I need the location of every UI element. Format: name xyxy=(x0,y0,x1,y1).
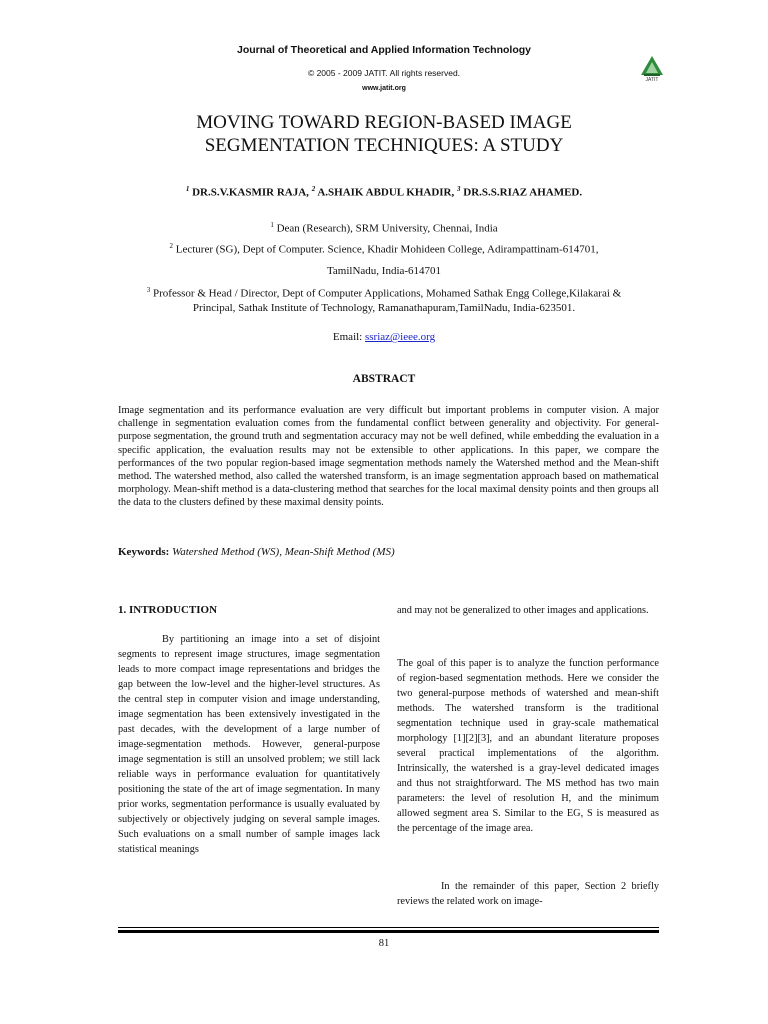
intro-paragraph-2: The goal of this paper is to analyze the function performance of region-based segmentation methods. Here we consider the two general-purpose methods of watershed and mean-shift methods. The watershed transform is the traditional segmentation technique used in gray-scale mathematical morphology [1][2][3], and an abundant literature proposes several practical implementations of the algorithm. Intrinsically, the watershed is a gray-level dedicated images and thus not straightforward. The MS method has two main parameters: the level of resolution H, and the minimum allowed segment area S. Similar to the EG, S is measured as the percentage of the image area. xyxy=(397,658,659,834)
page-number: 81 xyxy=(378,938,390,949)
affiliation-3-continued: Principal, Sathak Institute of Technology, Ramanathapuram,TamilNadu, India-623501. xyxy=(192,302,576,314)
keywords-text: Watershed Method (WS), Mean-Shift Method (MS) xyxy=(169,546,395,558)
email-label: Email: xyxy=(332,331,365,343)
affiliation-1-marker: 1 xyxy=(270,221,274,229)
affiliation-3-marker: 3 xyxy=(146,286,151,294)
contact-email xyxy=(0,331,768,343)
intro-paragraph-1-continued: and may not be generalized to other images and applications. xyxy=(397,605,649,616)
keywords xyxy=(118,546,395,558)
affiliation-3 xyxy=(0,286,768,300)
author-1-marker: 1 xyxy=(185,185,190,193)
affiliation-1-text: Dean (Research), SRM University, Chennai, India xyxy=(273,222,498,235)
journal-name: Journal of Theoretical and Applied Information Technology xyxy=(236,44,531,56)
intro-paragraph-3: In the remainder of this paper, Section 2 briefly reviews the related work on image- xyxy=(397,881,659,907)
logo-caption: JATIT xyxy=(645,77,659,83)
copyright-notice: © 2005 - 2009 JATIT. All rights reserved. xyxy=(307,68,461,78)
author-2: A.SHAIK ABDUL KHADIR, xyxy=(315,186,457,199)
author-3-marker: 3 xyxy=(457,185,461,193)
affiliation-2 xyxy=(0,242,768,256)
footer-divider-thick xyxy=(118,930,659,933)
keywords-label: Keywords: xyxy=(118,546,170,558)
footer-divider-thin xyxy=(118,927,659,928)
intro-paragraph-1: By partitioning an image into a set of disjoint segments to represent image structures, image segmentation leads to more compact image representations and bridges the gap between the low-level and the higher-level structures. As the central step in computer vision and image understanding, image segmentation has been extensively investigated in the past decades, with the development of a large number of image-segmentation methods. However, general-purpose image segmentation is still an unsolved problem; we still lack reliable ways in performance evaluation for quantitatively positioning the state of the art of image segmentation. In many prior works, segmentation performance is usually evaluated by subjectively or objectively judging on several sample images. Such evaluations on a small number of sample images lack statistical meanings xyxy=(118,634,380,855)
author-2-marker: 2 xyxy=(311,185,316,193)
email-link[interactable]: ssriaz@ieee.org xyxy=(364,331,436,343)
affiliation-2-continued: TamilNadu, India-614701 xyxy=(326,265,442,277)
section-heading-introduction: 1. INTRODUCTION xyxy=(118,604,218,616)
author-3: DR.S.S.RIAZ AHAMED. xyxy=(460,186,583,199)
affiliation-3-text: Professor & Head / Director, Dept of Computer Applications, Mohamed Sathak Engg College,Kilakarai & xyxy=(150,287,622,300)
journal-website[interactable]: www.jatit.org xyxy=(362,85,406,92)
affiliation-2-text: Lecturer (SG), Dept of Computer. Science, Khadir Mohideen College, Adirampattinam-614701, xyxy=(172,243,599,256)
abstract-heading: ABSTRACT xyxy=(352,373,416,385)
jatit-logo-icon xyxy=(640,55,664,77)
affiliation-2-marker: 2 xyxy=(169,242,173,250)
paper-title-line-2: SEGMENTATION TECHNIQUES: A STUDY xyxy=(204,135,564,156)
left-column xyxy=(118,632,380,857)
author-1: DR.S.V.KASMIR RAJA, xyxy=(189,186,312,199)
affiliation-1 xyxy=(0,221,768,235)
author-list xyxy=(0,185,768,199)
abstract-text: Image segmentation and its performance evaluation are very difficult but important problems in computer vision. A major challenge in segmentation evaluation comes from the fundamental conflict between generality and objectivity. For general-purpose segmentation, the ground truth and segmentation accuracy may not be well defined, while embedding the evaluation in a specific application, the evaluation results may not be extensible to other applications. In this paper, we compare the performances of the two popular region-based image segmentation methods namely the Watershed method and the Mean-shift method. The watershed method, also called the watershed transform, is an image segmentation approach based on mathematical morphology. Mean-shift method is a data-clustering method that searches for the local maximal density points and then groups all the data to the clusters defined by these maximal density points. xyxy=(118,405,659,509)
paper-title-line-1: MOVING TOWARD REGION-BASED IMAGE xyxy=(196,112,572,133)
